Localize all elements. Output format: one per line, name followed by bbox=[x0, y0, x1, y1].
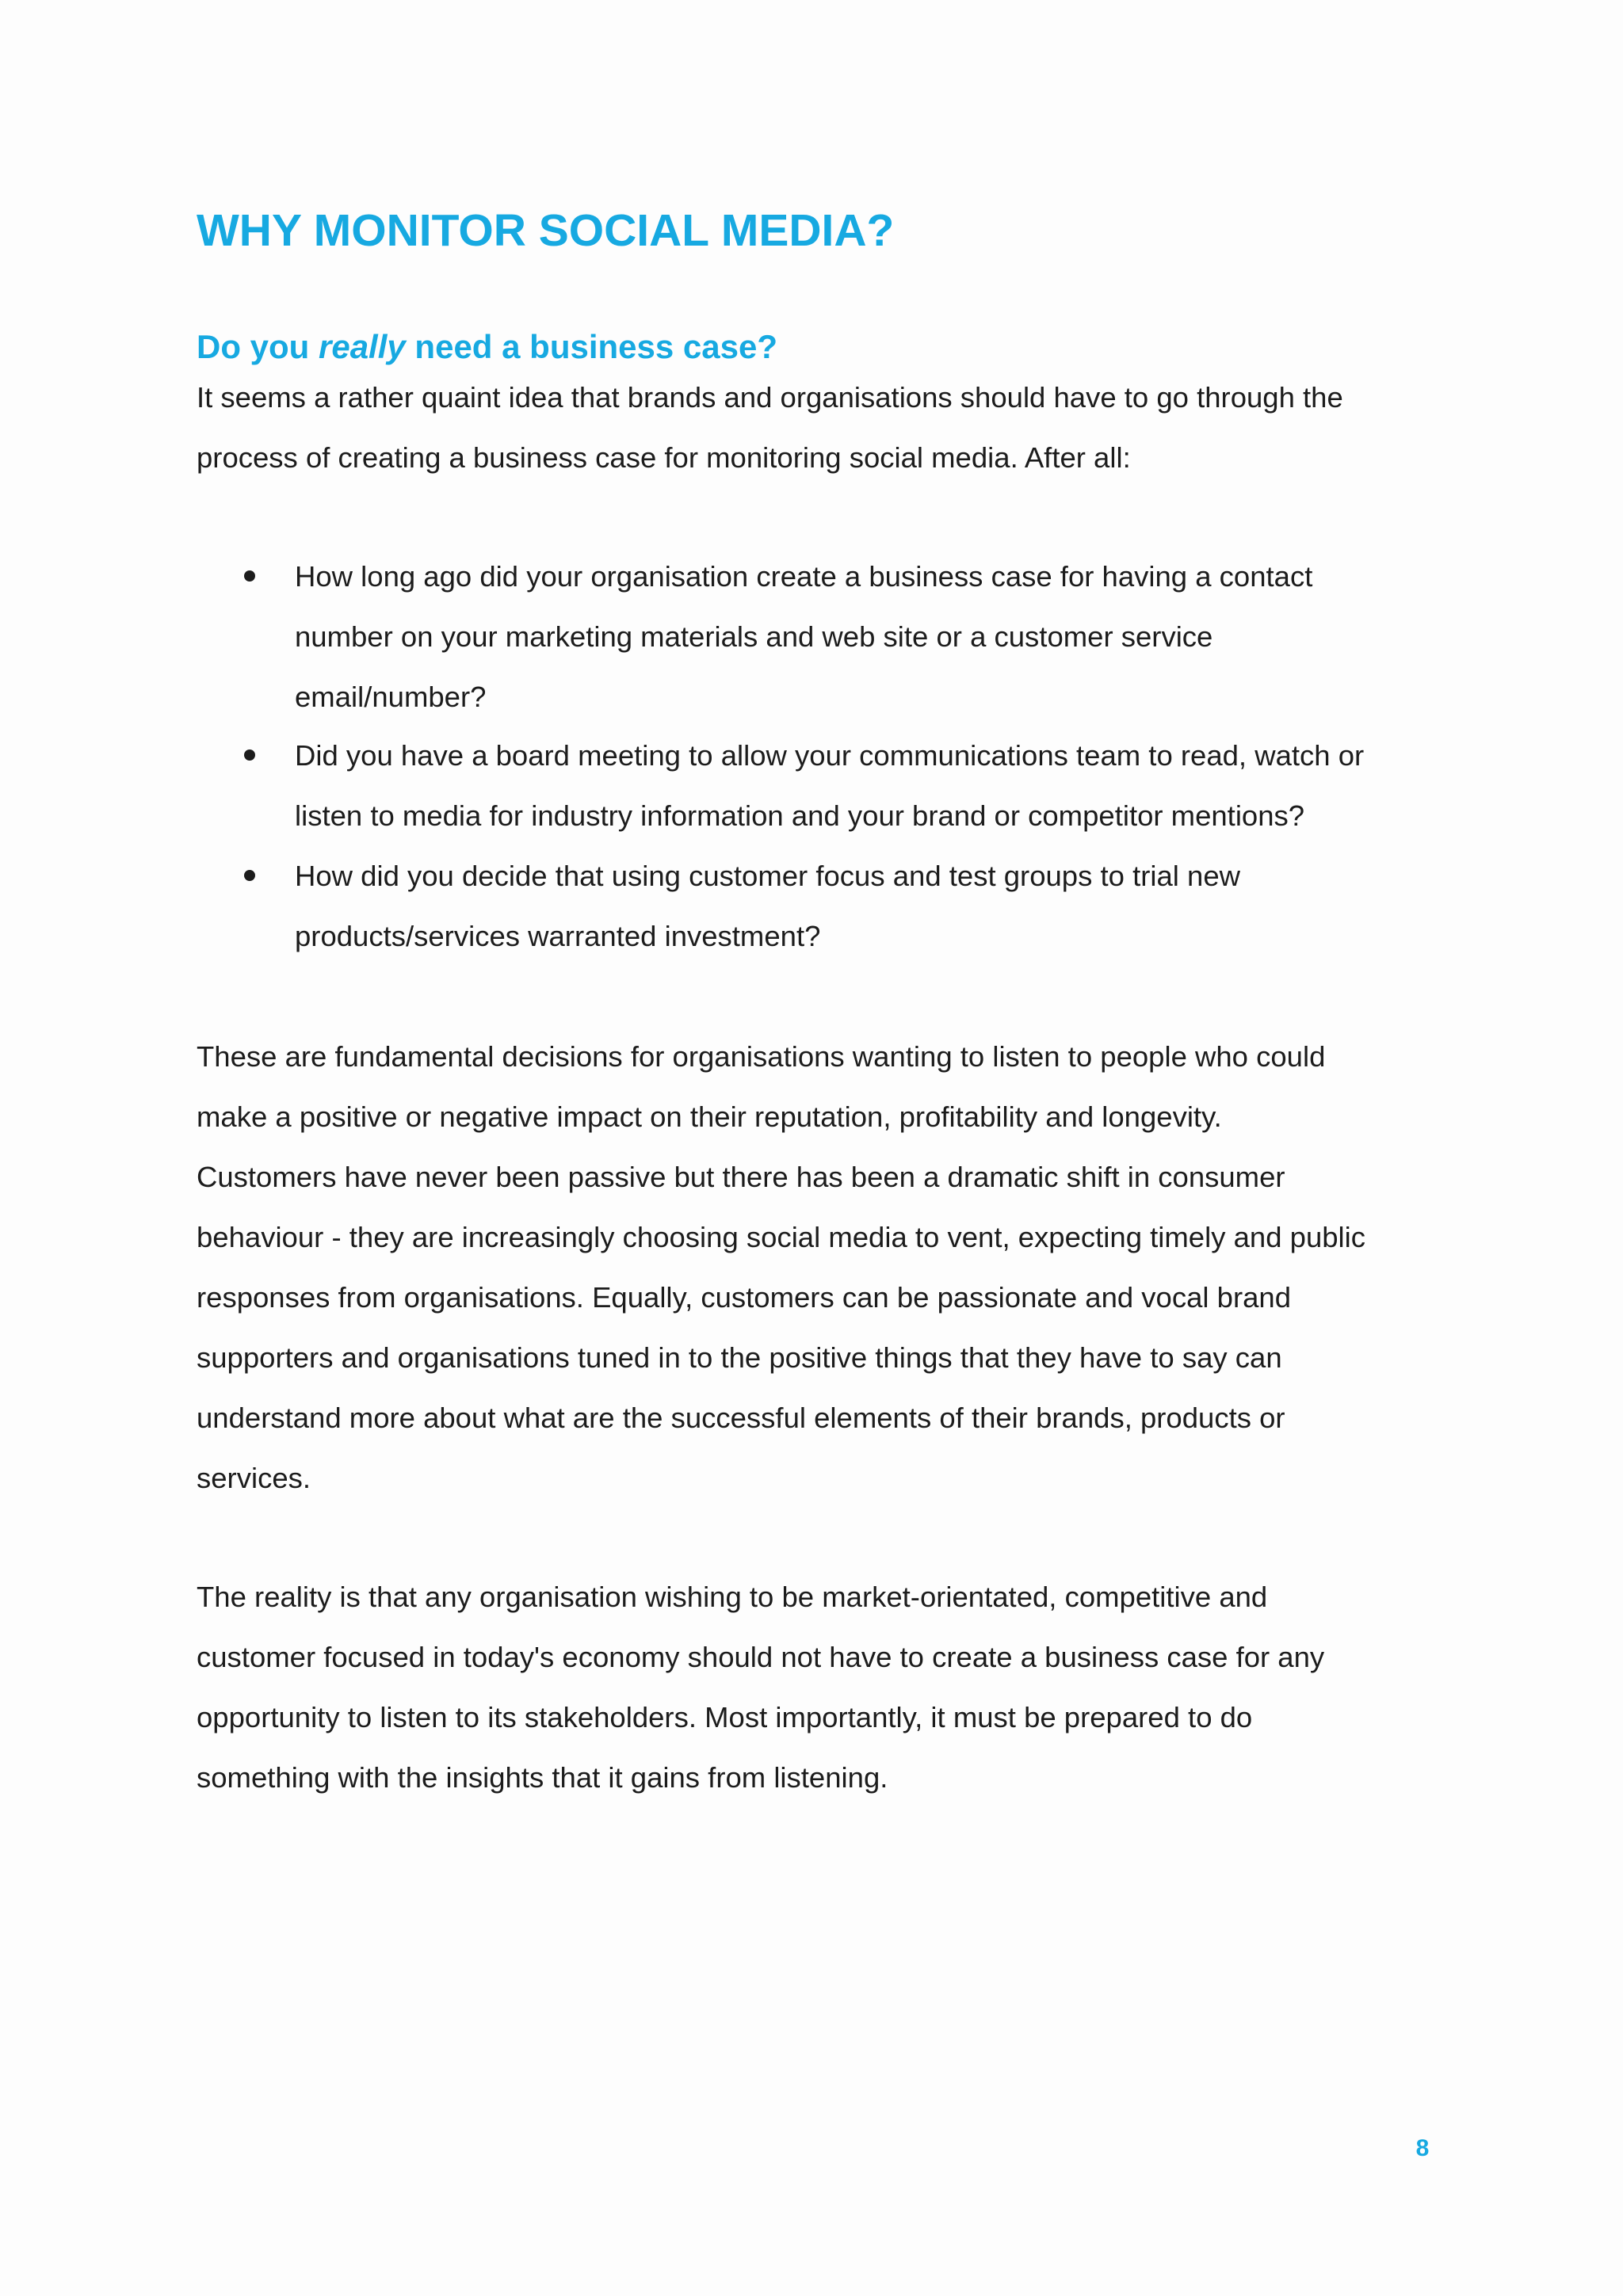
paragraph-line: behaviour - they are increasingly choosing social media to vent, expecting timely and public bbox=[197, 1221, 1366, 1253]
bullet-dot-icon bbox=[244, 570, 255, 582]
page-title: WHY MONITOR SOCIAL MEDIA? bbox=[197, 205, 895, 256]
bullet-line: How long ago did your organisation create a business case for having a contact bbox=[295, 560, 1313, 593]
paragraph-line: supporters and organisations tuned in to the positive things that they have to say can bbox=[197, 1341, 1282, 1374]
bullet-line: number on your marketing materials and web site or a customer service bbox=[295, 620, 1213, 653]
paragraph-line: make a positive or negative impact on their reputation, profitability and longevity. bbox=[197, 1100, 1222, 1133]
section-heading bbox=[197, 325, 777, 369]
bullet-line: products/services warranted investment? bbox=[295, 920, 821, 952]
paragraph-line: Customers have never been passive but there has been a dramatic shift in consumer bbox=[197, 1161, 1285, 1193]
bullet-line: listen to media for industry information and your brand or competitor mentions? bbox=[295, 799, 1305, 832]
paragraph-line: These are fundamental decisions for organisations wanting to listen to people who could bbox=[197, 1040, 1326, 1073]
intro-line: process of creating a business case for monitoring social media. After all: bbox=[197, 441, 1131, 474]
paragraph-line: opportunity to listen to its stakeholders. Most importantly, it must be prepared to do bbox=[197, 1701, 1253, 1733]
bullet-line: How did you decide that using customer focus and test groups to trial new bbox=[295, 860, 1240, 892]
section-heading-emphasis: really bbox=[319, 328, 406, 365]
section-heading-part2: need a business case? bbox=[405, 328, 777, 365]
paragraph-line: something with the insights that it gains from listening. bbox=[197, 1761, 888, 1794]
bullet-dot-icon bbox=[244, 870, 255, 881]
intro-line: It seems a rather quaint idea that brands and organisations should have to go through the bbox=[197, 381, 1343, 414]
bullet-line: email/number? bbox=[295, 681, 487, 713]
bullet-dot-icon bbox=[244, 749, 255, 761]
paragraph-line: understand more about what are the successful elements of their brands, products or bbox=[197, 1402, 1285, 1434]
paragraph-line: customer focused in today's economy should not have to create a business case for any bbox=[197, 1641, 1325, 1673]
paragraph-line: The reality is that any organisation wishing to be market-orientated, competitive and bbox=[197, 1581, 1268, 1613]
page-number: 8 bbox=[1415, 2135, 1430, 2161]
section-heading-part1: Do you bbox=[197, 328, 319, 365]
bullet-line: Did you have a board meeting to allow your communications team to read, watch or bbox=[295, 739, 1365, 772]
paragraph-line: responses from organisations. Equally, customers can be passionate and vocal brand bbox=[197, 1281, 1292, 1314]
paragraph-line: services. bbox=[197, 1462, 311, 1494]
